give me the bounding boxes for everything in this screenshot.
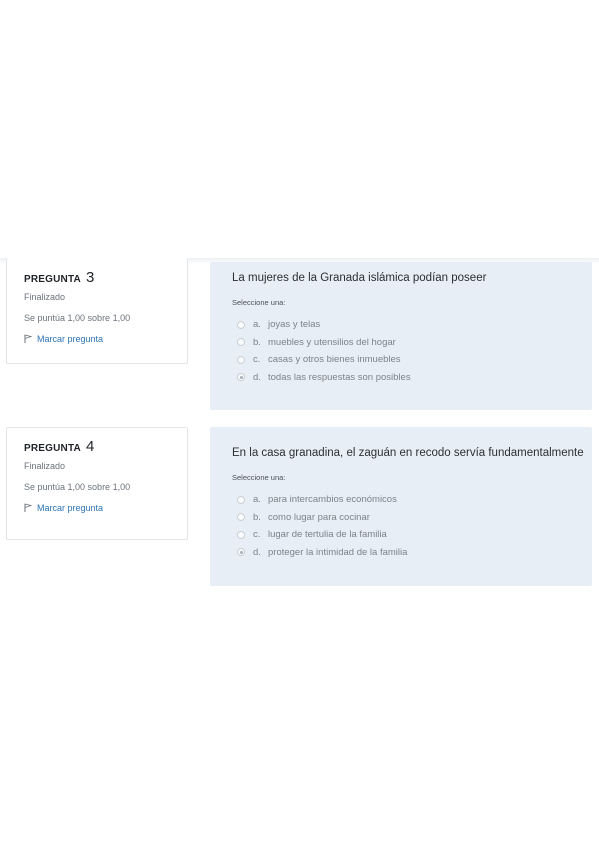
flag-icon [24,503,32,512]
answer-prompt: Seleccione una: [232,298,286,307]
flag-question-link[interactable] [24,503,173,513]
answer-option[interactable] [237,369,570,387]
answer-list [232,316,570,386]
question-info-card [6,427,188,540]
question-text: En la casa granadina, el zaguán en recodo servía fundamentalmente [232,447,584,459]
answer-option[interactable] [237,509,570,527]
flag-question-label: Marcar pregunta [37,333,104,344]
answer-letter: a. [253,494,261,506]
radio-button[interactable] [237,531,245,539]
radio-button[interactable] [237,513,245,521]
answer-prompt: Seleccione una: [232,473,286,482]
answer-letter: b. [253,511,261,523]
question-content-panel [210,427,592,586]
answer-option[interactable] [237,334,570,352]
question-number: 4 [85,438,95,455]
flag-question-link[interactable] [24,334,173,344]
question-grade: Se puntúa 1,00 sobre 1,00 [24,312,131,323]
question-heading [24,269,173,286]
answer-text: joyas y telas [268,319,321,331]
radio-button[interactable] [237,356,245,364]
answer-option[interactable] [237,351,570,369]
answer-letter: d. [253,371,261,383]
answer-option[interactable] [237,544,570,562]
flag-icon [24,334,32,343]
question-heading [24,438,173,455]
blank-page-area [0,0,599,260]
answer-letter: d. [253,546,261,558]
answer-text: para intercambios económicos [268,494,397,506]
answer-text: todas las respuestas son posibles [268,371,411,383]
radio-button[interactable] [237,321,245,329]
answer-list [232,491,570,561]
radio-button[interactable] [237,338,245,346]
answer-text: proteger la intimidad de la familia [268,546,408,558]
answer-text: muebles y utensilios del hogar [268,336,396,348]
question-heading-label: PREGUNTA [24,443,81,454]
flag-question-label: Marcar pregunta [37,502,104,513]
answer-option[interactable] [237,316,570,334]
radio-button-selected[interactable] [237,373,245,381]
question-heading-label: PREGUNTA [24,274,81,285]
question-state: Finalizado [24,461,66,471]
answer-option[interactable] [237,491,570,509]
question-info-card [6,258,188,364]
answer-text: lugar de tertulia de la familia [268,529,387,541]
answer-letter: a. [253,319,261,331]
radio-button-selected[interactable] [237,548,245,556]
answer-option[interactable] [237,526,570,544]
question-content-panel [210,262,592,410]
answer-letter: b. [253,336,261,348]
question-number: 3 [85,269,95,286]
answer-letter: c. [253,529,261,541]
question-state: Finalizado [24,292,66,302]
answer-text: como lugar para cocinar [268,511,370,523]
question-grade: Se puntúa 1,00 sobre 1,00 [24,481,131,492]
answer-letter: c. [253,354,261,366]
question-text: La mujeres de la Granada islámica podían poseer [232,272,487,284]
radio-button[interactable] [237,496,245,504]
answer-text: casas y otros bienes inmuebles [268,354,401,366]
